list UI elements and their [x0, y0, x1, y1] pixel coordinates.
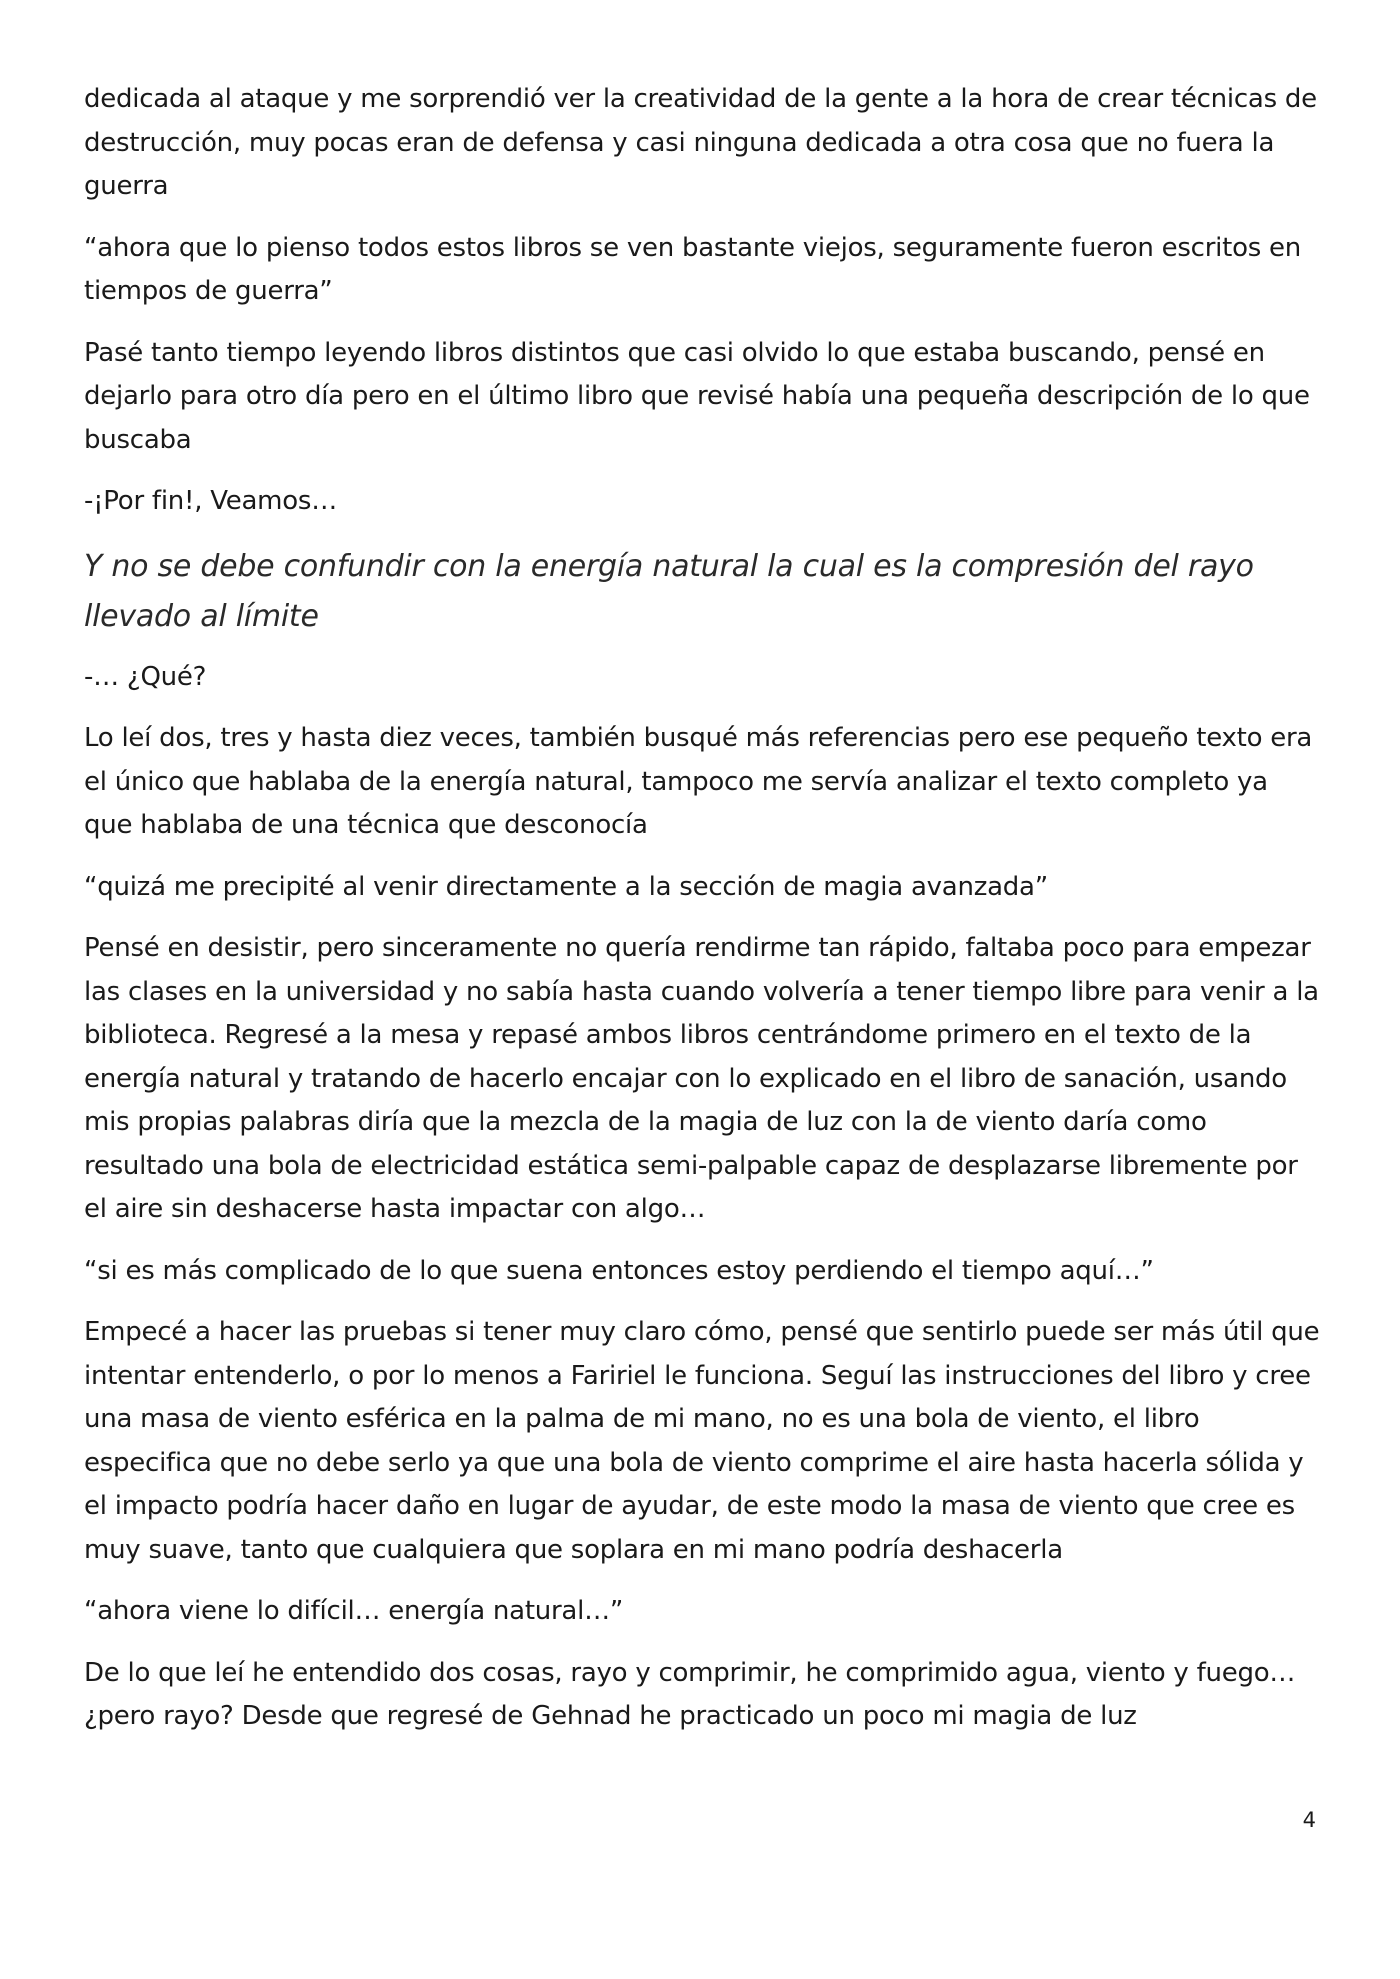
- paragraph-dialogue: -… ¿Qué?: [84, 661, 207, 692]
- paragraph: De lo que leí he entendido dos cosas, rayo y comprimir, he comprimido agua, viento y fuego… ¿pero rayo? Desde que regresé de Gehnad he practicado un poco mi magia de luz: [84, 1657, 1296, 1731]
- paragraph: Lo leí dos, tres y hasta diez veces, también busqué más referencias pero ese pequeño texto era el único que hablaba de la energía natural, tampoco me servía analizar el texto completo ya que hablaba de una técnica que desconocía: [84, 723, 1313, 840]
- page-number: 4: [1302, 1808, 1316, 1832]
- paragraph-dialogue: -¡Por fin!, Veamos…: [84, 486, 337, 516]
- paragraph: dedicada al ataque y me sorprendió ver la creatividad de la gente a la hora de crear técnicas de destrucción, muy pocas eran de defensa y casi ninguna dedicada a otra cosa que no fuera la guerra: [84, 84, 1317, 201]
- paragraph: Empecé a hacer las pruebas si tener muy claro cómo, pensé que sentirlo puede ser más útil que intentar entenderlo, o por lo menos a Faririel le funciona. Seguí las instrucciones del libro y cree una masa de viento esférica en la palma de mi mano, no es una bola de viento, el libro especifica que no debe serlo ya que una bola de viento comprime el aire hasta hacerla sólida y el impacto podría hacer daño en lugar de ayudar, de este modo la masa de viento que cree es muy suave, tanto que cualquiera que soplara en mi mano podría deshacerla: [84, 1317, 1320, 1565]
- paragraph-thought: “si es más complicado de lo que suena entonces estoy perdiendo el tiempo aquí…”: [84, 1255, 1154, 1286]
- paragraph-book-quote: Y no se debe confundir con la energía natural la cual es la compresión del rayo llevado al límite: [84, 548, 1254, 634]
- paragraph: Pensé en desistir, pero sinceramente no quería rendirme tan rápido, faltaba poco para empezar las clases en la universidad y no sabía hasta cuando volvería a tener tiempo libre para venir a la biblioteca. Regresé a la mesa y repasé ambos libros centrándome primero en el texto de la energía natural y tratando de hacerlo encajar con lo explicado en el libro de sanación, usando mis propias palabras diría que la mezcla de la magia de luz con la de viento daría como resultado una bola de electricidad estática semi-palpable capaz de desplazarse libremente por el aire sin deshacerse hasta impactar con algo…: [84, 933, 1319, 1224]
- document-page: [84, 78, 1324, 1757]
- paragraph: Pasé tanto tiempo leyendo libros distintos que casi olvido lo que estaba buscando, pensé en dejarlo para otro día pero en el último libro que revisé había una pequeña descripción de lo que buscaba: [84, 337, 1310, 455]
- paragraph-thought: “ahora que lo pienso todos estos libros se ven bastante viejos, seguramente fueron escritos en tiempos de guerra”: [84, 232, 1302, 306]
- paragraph-thought: “ahora viene lo difícil… energía natural…”: [84, 1596, 624, 1626]
- paragraph-thought: “quizá me precipité al venir directamente a la sección de magia avanzada”: [84, 871, 1048, 902]
